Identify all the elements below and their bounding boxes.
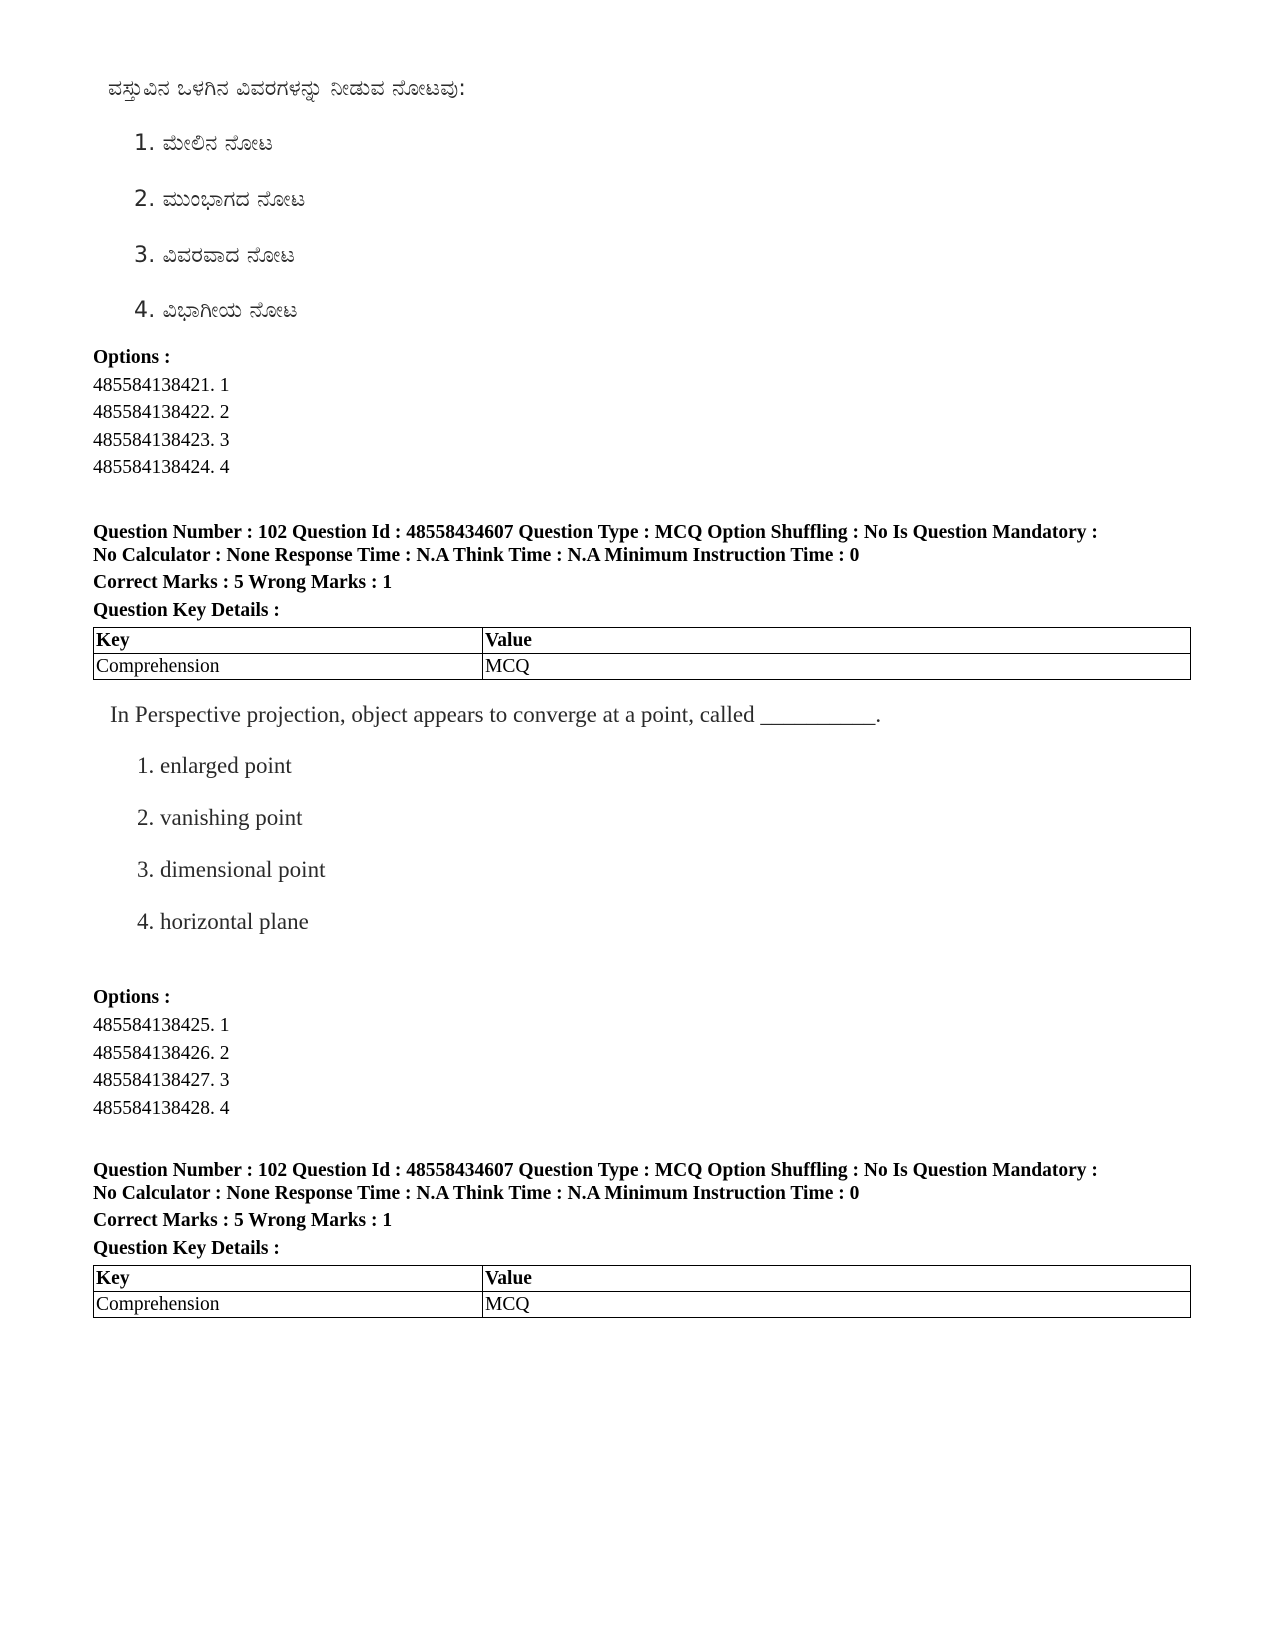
question-key-details-label: Question Key Details : xyxy=(93,1238,280,1259)
table-row xyxy=(94,654,1191,680)
table-header-value: Value xyxy=(483,1266,1191,1292)
table-header-key: Key xyxy=(94,1266,483,1292)
option-item: 485584138424. 4 xyxy=(93,457,230,478)
question-choice: 2. vanishing point xyxy=(137,805,303,830)
question-choice: 1. enlarged point xyxy=(137,753,292,778)
table-cell: Comprehension xyxy=(94,654,483,680)
question-header xyxy=(93,521,1183,691)
table-header-value: Value xyxy=(483,628,1191,654)
options-block xyxy=(93,346,1183,486)
question-choice: 2. ಮುಂಭಾಗದ ನೋಟ xyxy=(134,187,306,212)
question-meta-line: No Calculator : None Response Time : N.A Think Time : N.A Minimum Instruction Time : 0 xyxy=(93,545,860,566)
options-label: Options : xyxy=(93,987,171,1008)
question-choice: 4. ವಿಭಾಗೀಯ ನೋಟ xyxy=(134,298,298,323)
question-choice: 4. horizontal plane xyxy=(137,909,309,934)
question-meta-line: Question Number : 102 Question Id : 48558434607 Question Type : MCQ Option Shuffling : No Is Question Mandatory : xyxy=(93,1160,1098,1181)
question-key-table xyxy=(93,627,1191,680)
table-cell: MCQ xyxy=(483,1292,1191,1318)
question-choice: 1. ಮೇಲಿನ ನೋಟ xyxy=(134,131,274,156)
option-item: 485584138423. 3 xyxy=(93,430,230,451)
question-stem: ವಸ್ತುವಿನ ಒಳಗಿನ ವಿವರಗಳನ್ನು ನೀಡುವ ನೋಟವು: xyxy=(108,76,466,101)
option-item: 485584138422. 2 xyxy=(93,402,230,423)
table-header-key: Key xyxy=(94,628,483,654)
option-item: 485584138427. 3 xyxy=(93,1070,230,1091)
question-image-english xyxy=(110,700,930,950)
option-item: 485584138426. 2 xyxy=(93,1043,230,1064)
question-marks: Correct Marks : 5 Wrong Marks : 1 xyxy=(93,572,393,593)
option-item: 485584138425. 1 xyxy=(93,1015,230,1036)
question-meta-line: Question Number : 102 Question Id : 48558434607 Question Type : MCQ Option Shuffling : No Is Question Mandatory : xyxy=(93,522,1098,543)
question-stem: In Perspective projection, object appears to converge at a point, called __________. xyxy=(110,702,882,727)
table-cell: Comprehension xyxy=(94,1292,483,1318)
options-block xyxy=(93,986,1183,1126)
question-key-details-label: Question Key Details : xyxy=(93,600,280,621)
option-item: 485584138421. 1 xyxy=(93,375,230,396)
table-cell: MCQ xyxy=(483,654,1191,680)
option-item: 485584138428. 4 xyxy=(93,1098,230,1119)
options-label: Options : xyxy=(93,347,171,368)
question-choice: 3. ವಿವರವಾದ ನೋಟ xyxy=(134,243,296,268)
question-key-table xyxy=(93,1265,1191,1318)
question-marks: Correct Marks : 5 Wrong Marks : 1 xyxy=(93,1210,393,1231)
table-row xyxy=(94,1292,1191,1318)
question-header xyxy=(93,1159,1183,1329)
question-image-kannada xyxy=(108,74,708,344)
question-choice: 3. dimensional point xyxy=(137,857,326,882)
question-meta-line: No Calculator : None Response Time : N.A Think Time : N.A Minimum Instruction Time : 0 xyxy=(93,1183,860,1204)
